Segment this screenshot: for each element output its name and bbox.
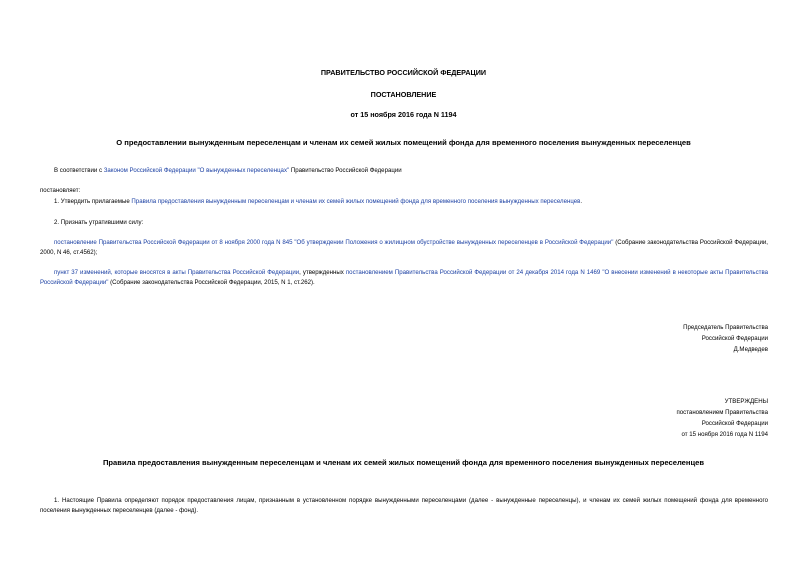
repeal-1-paragraph <box>40 238 768 257</box>
approval-approved: УТВЕРЖДЕНЫ <box>724 398 768 405</box>
decrees-text: постановляет: <box>40 187 81 194</box>
rules-paragraph-1: 1. Настоящие Правила определяют порядок предоставления лицам, признанным в установленном порядке вынужденными переселенцами (далее - вынужденные переселенцы), и членам их семей жилых помещений фонда для временного поселения вынужденных переселенцев (далее - фонд). <box>40 497 768 514</box>
approval-date: от 15 ноября 2016 года N 1194 <box>681 431 768 438</box>
item-37-link[interactable]: пункт 37 изменений, которые вносятся в акты Правительства Российской Федерации <box>54 269 300 276</box>
decree-1469-link[interactable]: постановлением Правительства Российской Федерации от 24 декабря 2014 года N 1469 "О внесении изменений в некоторые акты Правительства Российской Федерации" <box>40 269 769 286</box>
doc-type-heading: ПОСТАНОВЛЕНИЕ <box>370 90 437 99</box>
law-link[interactable]: Законом Российской Федерации "О вынужденных переселенцах" <box>103 167 290 174</box>
rules-title: Правила предоставления вынужденным переселенцам и членам их семей жилых помещений фонда для временного поселения вынужденных переселенцев <box>102 458 705 467</box>
government-heading: ПРАВИТЕЛЬСТВО РОССИЙСКОЙ ФЕДЕРАЦИИ <box>320 68 487 77</box>
intro-suffix: Правительство Российской Федерации <box>289 167 402 174</box>
repeal-2-suffix: (Собрание законодательства Российской Федерации, 2015, N 1, ст.262). <box>108 278 315 286</box>
signature-name: Д.Медведев <box>733 346 768 353</box>
item-1-paragraph <box>40 197 768 207</box>
repeal-2-mid: , утвержденных <box>299 269 346 276</box>
date-number-heading: от 15 ноября 2016 года N 1194 <box>350 110 457 119</box>
item-2-paragraph: 2. Признать утратившими силу: <box>54 219 144 226</box>
rules-link[interactable]: Правила предоставления вынужденным переселенцам и членам их семей жилых помещений фонда для временного поселения вынужденных переселенцев <box>131 198 581 205</box>
signature-federation: Российской Федерации <box>701 335 768 342</box>
intro-paragraph <box>40 166 768 176</box>
repeal-1-suffix: (Собрание законодательства Российской Федерации, 2000, N 46, ст.4562); <box>40 239 768 256</box>
approval-federation: Российской Федерации <box>701 420 768 427</box>
document-title: О предоставлении вынужденным переселенцам и членам их семей жилых помещений фонда для временного поселения вынужденных переселенцев <box>116 138 691 147</box>
signature-block <box>683 322 768 355</box>
signature-position: Председатель Правительства <box>683 324 768 331</box>
item-1-suffix: . <box>580 198 583 205</box>
intro-prefix: В соответствии с <box>54 167 104 174</box>
approval-by-decree: постановлением Правительства <box>676 409 768 416</box>
item-1-prefix: 1. Утвердить прилагаемые <box>54 198 132 205</box>
approval-block <box>676 396 768 440</box>
decree-845-link[interactable]: постановление Правительства Российской Федерации от 8 ноября 2000 года N 845 "Об утверждении Положения о жилищном обустройстве вынужденных переселенцев в Российской Федерации" <box>54 239 614 246</box>
repeal-2-paragraph <box>40 268 768 287</box>
